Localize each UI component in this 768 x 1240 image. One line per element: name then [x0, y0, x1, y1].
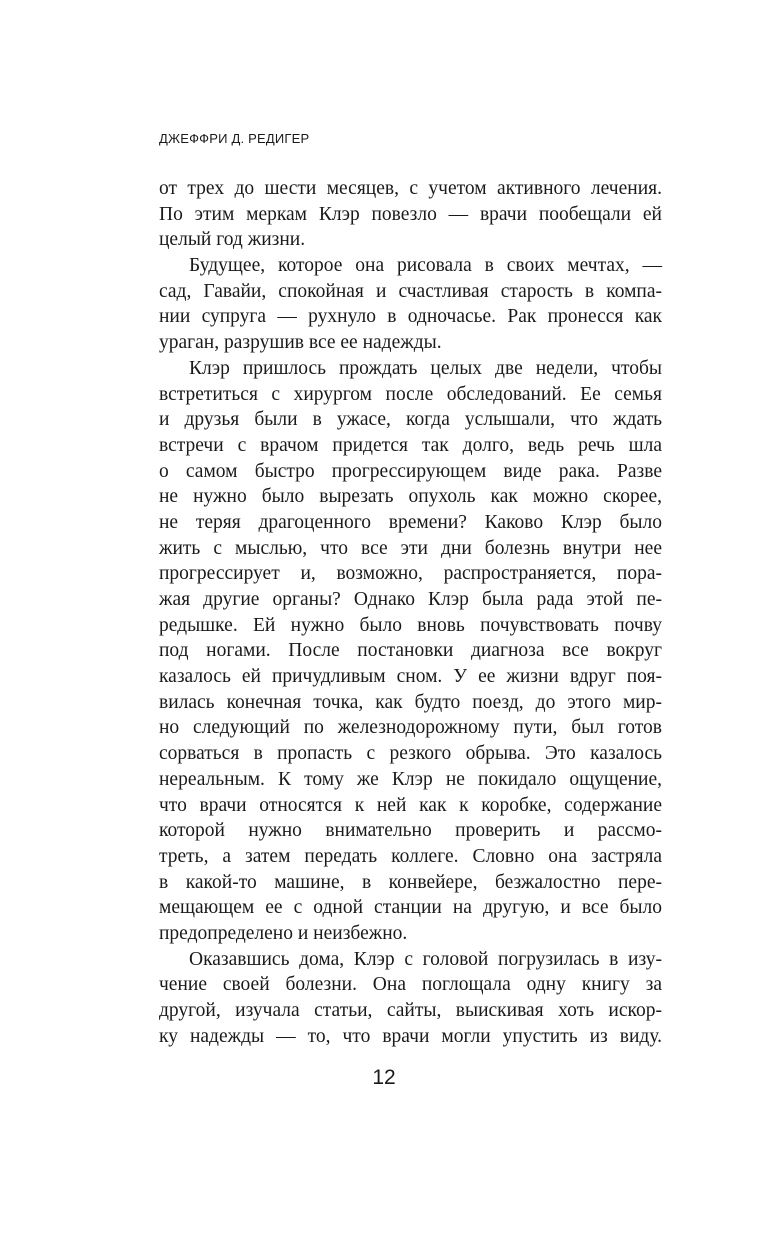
text-line: сорваться в пропасть с резкого обрыва. Это казалось — [159, 743, 662, 765]
page-number: 12 — [372, 1066, 396, 1089]
text-line: прогрессирует и, возможно, распространяется, пора- — [159, 563, 662, 585]
text-line: не нужно было вырезать опухоль как можно скорее, — [159, 486, 662, 508]
text-line: треть, а затем передать коллеге. Словно она застряла — [159, 845, 662, 867]
text-line: нии супруга — рухнуло в одночасье. Рак пронесся как — [159, 306, 662, 328]
running-head: ДЖЕФФРИ Д. РЕДИГЕР — [159, 131, 310, 146]
text-line: ку надежды — то, что врачи могли упустить из виду. — [159, 1025, 662, 1047]
text-line: и друзья были в ужасе, когда услышали, что ждать — [159, 409, 662, 431]
text-line: мещающем ее с одной станции на другую, и все было — [159, 897, 662, 919]
text-line: другой, изучала статьи, сайты, выискивая хоть искор- — [159, 1000, 662, 1021]
text-line: редышке. Ей нужно было вновь почувствовать почву — [159, 614, 662, 636]
text-line: казалось ей причудливым сном. У ее жизни вдруг поя- — [159, 666, 662, 688]
paragraph — [159, 253, 662, 356]
text-line: По этим меркам Клэр повезло — врачи пообещали ей — [159, 203, 662, 225]
body-text — [159, 176, 662, 1049]
text-line: нереальным. К тому же Клэр не покидало ощущение, — [159, 768, 662, 790]
text-line: Клэр пришлось прождать целых две недели, чтобы — [189, 357, 662, 379]
text-line: в какой-то машине, в конвейере, безжалостно пере- — [159, 871, 662, 893]
text-line: но следующий по железнодорожному пути, был готов — [159, 717, 662, 739]
paragraph — [159, 176, 662, 253]
text-line: не теряя драгоценного времени? Каково Клэр было — [159, 511, 662, 533]
text-line: сад, Гавайи, спокойная и счастливая старость в компа- — [159, 280, 662, 302]
text-line: Будущее, которое она рисовала в своих мечтах, — — [189, 255, 662, 277]
text-line: что врачи относятся к ней как к коробке, содержание — [159, 794, 662, 816]
text-line: под ногами. После постановки диагноза все вокруг — [159, 640, 662, 662]
text-line: жая другие органы? Однако Клэр была рада этой пе- — [159, 589, 662, 610]
text-line: жить с мыслью, что все эти дни болезнь внутри нее — [159, 537, 662, 559]
text-line: встречи с врачом придется так долго, ведь речь шла — [159, 434, 662, 456]
text-line: предопределено и неизбежно. — [159, 922, 408, 944]
text-line: ураган, разрушив все ее надежды. — [159, 332, 442, 354]
paragraph — [159, 356, 662, 947]
text-line: которой нужно внимательно проверить и рассмо- — [159, 820, 662, 842]
text-line: от трех до шести месяцев, с учетом активного лечения. — [159, 178, 662, 199]
text-line: Оказавшись дома, Клэр с головой погрузилась в изу- — [189, 948, 662, 970]
text-line: вилась конечная точка, как будто поезд, до этого мир- — [159, 691, 662, 713]
text-line: о самом быстро прогрессирующем виде рака. Разве — [159, 460, 662, 482]
text-line: чение своей болезни. Она поглощала одну книгу за — [159, 974, 662, 996]
text-line: целый год жизни. — [159, 229, 306, 251]
paragraph — [159, 947, 662, 1050]
text-line: встретиться с хирургом после обследований. Ее семья — [159, 383, 662, 405]
